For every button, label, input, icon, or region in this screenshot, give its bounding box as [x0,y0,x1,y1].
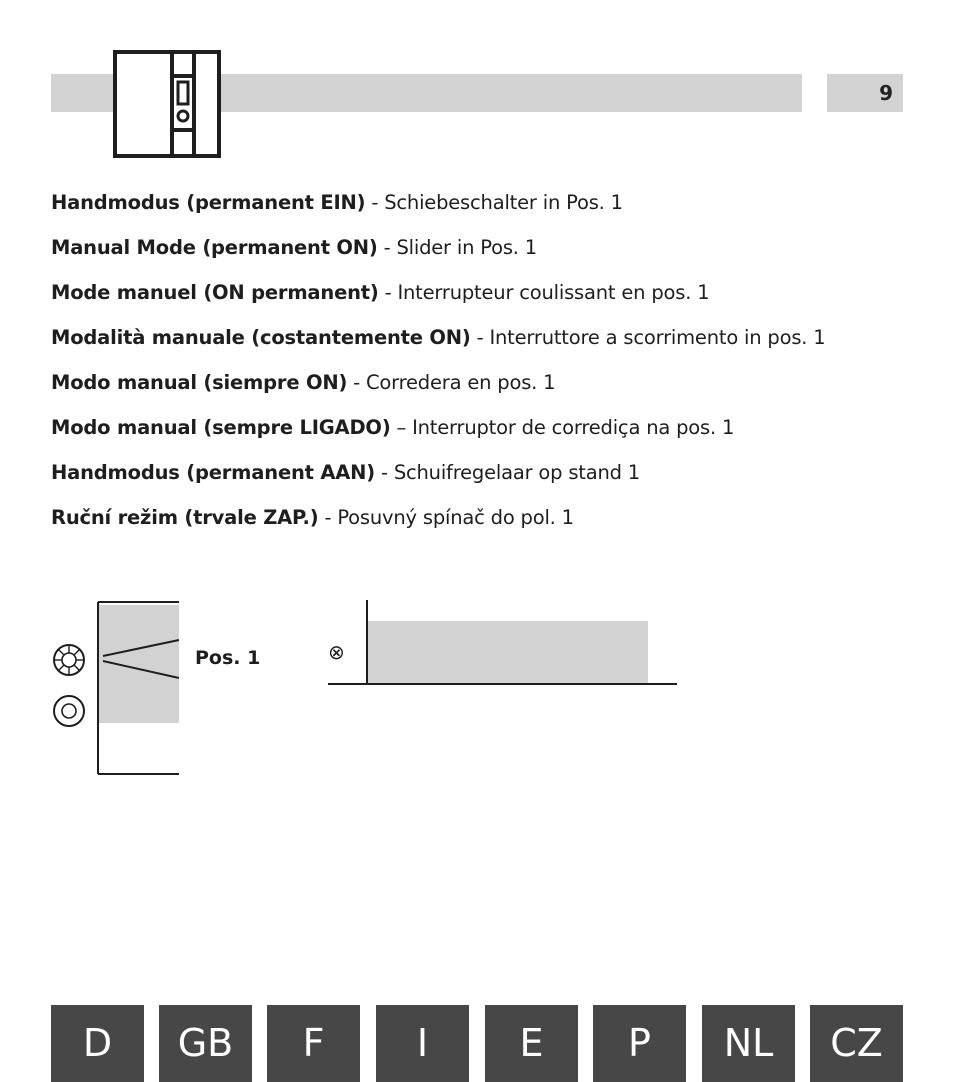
instruction-title: Handmodus (permanent EIN) [51,191,366,214]
slider-diagram [48,598,688,780]
instruction-text: - Interrupteur coulissant en pos. 1 [378,281,710,304]
instruction-title: Modalità manuale (costantemente ON) [51,326,471,349]
lang-tab-gb[interactable]: GB [159,1005,252,1082]
circle-icon [54,696,84,726]
instruction-line-es [51,366,931,411]
on-state-bar [368,621,648,683]
lang-tab-cz[interactable]: CZ [810,1005,903,1082]
page-number-box [827,74,903,112]
lang-tab-i[interactable]: I [376,1005,469,1082]
position-label: Pos. 1 [195,647,261,669]
instruction-title: Manual Mode (permanent ON) [51,236,378,259]
page-number: 9 [879,81,893,105]
instruction-line-de [51,186,931,231]
instruction-line-cz [51,501,931,546]
instruction-text: - Interruttore a scorrimento in pos. 1 [470,326,826,349]
instruction-title: Modo manual (sempre LIGADO) [51,416,391,439]
switch-housing [98,602,179,774]
lang-tab-d[interactable]: D [51,1005,144,1082]
instruction-line-nl [51,456,931,501]
instruction-line-gb [51,231,931,276]
instruction-title: Handmodus (permanent AAN) [51,461,375,484]
instruction-title: Mode manuel (ON permanent) [51,281,379,304]
wall-switch-slider-icon [113,50,221,158]
instruction-text: – Interruptor de corrediça na pos. 1 [390,416,735,439]
instruction-text: - Schuifregelaar op stand 1 [374,461,641,484]
instruction-text: - Schiebeschalter in Pos. 1 [365,191,623,214]
output-state-chart [328,600,677,684]
lang-tab-p[interactable]: P [593,1005,686,1082]
instruction-list [51,186,931,546]
lang-tab-f[interactable]: F [267,1005,360,1082]
instruction-line-fr [51,276,931,321]
sun-icon [54,645,84,675]
language-tabs [51,1005,903,1082]
lang-tab-e[interactable]: E [485,1005,578,1082]
lamp-output-icon: ⊗ [328,640,345,664]
instruction-text: - Corredera en pos. 1 [347,371,556,394]
instruction-line-it [51,321,931,366]
instruction-line-pt [51,411,931,456]
instruction-title: Ruční režim (trvale ZAP.) [51,506,319,529]
lang-tab-nl[interactable]: NL [702,1005,795,1082]
instruction-title: Modo manual (siempre ON) [51,371,348,394]
instruction-text: - Posuvný spínač do pol. 1 [318,506,574,529]
instruction-text: - Slider in Pos. 1 [377,236,538,259]
